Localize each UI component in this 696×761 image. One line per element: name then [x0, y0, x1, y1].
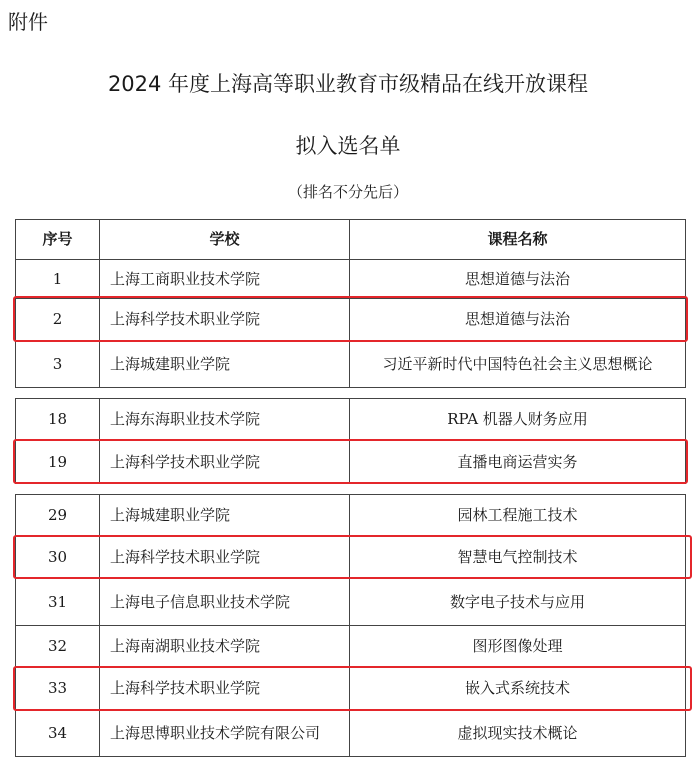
row-school: 上海科学技术职业学院 [100, 299, 350, 341]
table-row [16, 441, 686, 484]
table-row [16, 710, 686, 757]
row-school: 上海南湖职业技术学院 [100, 626, 350, 668]
table-row [16, 495, 686, 537]
row-course: RPA 机器人财务应用 [350, 399, 686, 441]
row-school: 上海城建职业学院 [100, 495, 350, 537]
row-course: 思想道德与法治 [350, 260, 686, 299]
table-row [16, 626, 686, 668]
course-table-section-3 [15, 494, 686, 757]
row-number: 30 [16, 537, 100, 579]
row-course: 数字电子技术与应用 [350, 579, 686, 626]
row-number: 33 [16, 668, 100, 710]
row-course: 思想道德与法治 [350, 299, 686, 341]
row-school: 上海城建职业学院 [100, 341, 350, 388]
table-row [16, 341, 686, 388]
row-number: 34 [16, 710, 100, 757]
row-course: 习近平新时代中国特色社会主义思想概论 [350, 341, 686, 388]
row-course: 虚拟现实技术概论 [350, 710, 686, 757]
row-school: 上海思博职业技术学院有限公司 [100, 710, 350, 757]
row-school: 上海科学技术职业学院 [100, 537, 350, 579]
row-number: 3 [16, 341, 100, 388]
row-number: 32 [16, 626, 100, 668]
table-row [16, 668, 686, 710]
row-course: 智慧电气控制技术 [350, 537, 686, 579]
row-school: 上海工商职业技术学院 [100, 260, 350, 299]
row-number: 31 [16, 579, 100, 626]
attachment-label: 附件 [8, 10, 48, 34]
table-row [16, 537, 686, 579]
header-number: 序号 [16, 220, 100, 260]
course-table-section-1 [15, 219, 686, 388]
row-number: 18 [16, 399, 100, 441]
table-header-row [16, 220, 686, 260]
table-row [16, 260, 686, 299]
ranking-note: （排名不分先后） [287, 183, 408, 201]
row-number: 2 [16, 299, 100, 341]
course-table-section-2 [15, 398, 686, 484]
row-course: 直播电商运营实务 [350, 441, 686, 484]
document-title: 2024 年度上海高等职业教育市级精品在线开放课程 [107, 72, 589, 96]
table-row [16, 299, 686, 341]
table-row [16, 579, 686, 626]
row-course: 园林工程施工技术 [350, 495, 686, 537]
row-school: 上海科学技术职业学院 [100, 441, 350, 484]
row-course: 嵌入式系统技术 [350, 668, 686, 710]
table-row [16, 399, 686, 441]
row-number: 1 [16, 260, 100, 299]
row-school: 上海东海职业技术学院 [100, 399, 350, 441]
document-subtitle: 拟入选名单 [295, 134, 401, 158]
row-number: 19 [16, 441, 100, 484]
row-school: 上海科学技术职业学院 [100, 668, 350, 710]
header-school: 学校 [100, 220, 350, 260]
row-school: 上海电子信息职业技术学院 [100, 579, 350, 626]
row-number: 29 [16, 495, 100, 537]
row-course: 图形图像处理 [350, 626, 686, 668]
header-course: 课程名称 [350, 220, 686, 260]
